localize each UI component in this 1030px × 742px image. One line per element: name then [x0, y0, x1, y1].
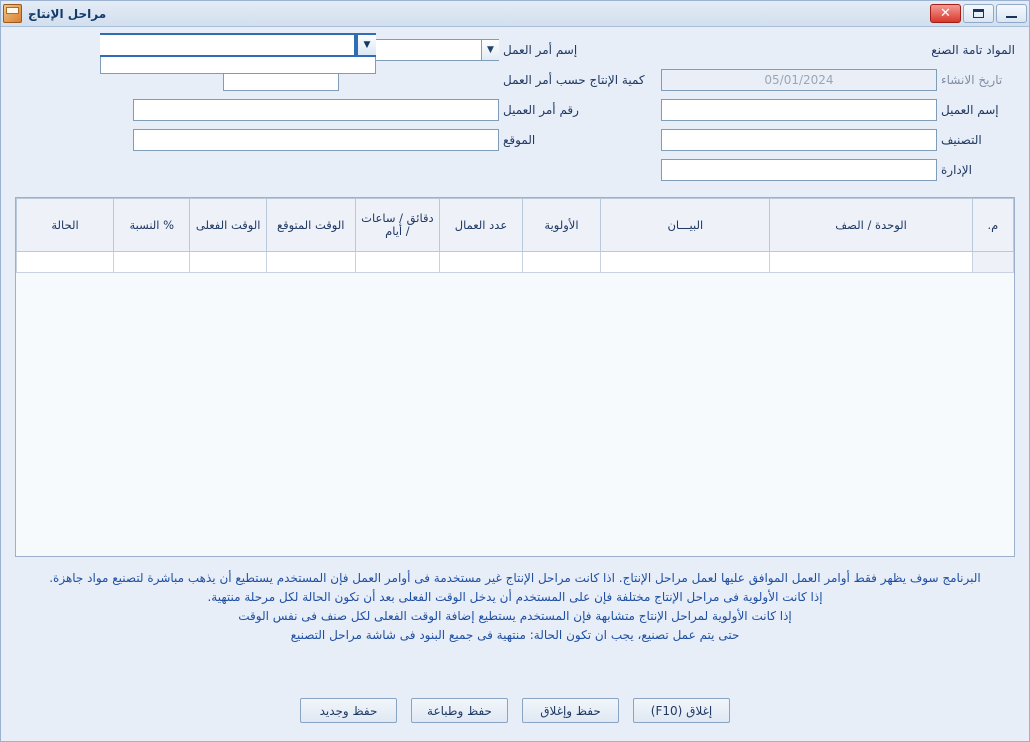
close-icon: ✕ [940, 6, 951, 21]
label-location: الموقع [503, 133, 536, 147]
label-classification: التصنيف [941, 133, 982, 147]
customer-order-no-input[interactable] [133, 99, 499, 121]
form-row-3 [15, 95, 1015, 125]
grid-header-row [17, 199, 1014, 252]
row-priority-cell[interactable] [522, 252, 600, 273]
row-actual-cell[interactable] [190, 252, 266, 273]
label-customer-order-no: رقم أمر العميل [503, 103, 579, 117]
row-workers-cell[interactable] [440, 252, 523, 273]
close-button[interactable] [930, 4, 961, 23]
help-notes [15, 569, 1015, 645]
classification-input[interactable] [661, 129, 937, 151]
label-customer-name: إسم العميل [941, 103, 999, 117]
note-line-2: إذا كانت الأولوية فى مراحل الإنتاج مختلفة فإن على المستخدم أن يدخل الوقت الفعلى بعد أن تكون الحالة لكل مرحلة منتهية. [207, 590, 823, 604]
chevron-down-icon[interactable]: ▼ [356, 33, 376, 57]
grid-col-workers[interactable]: عدد العمال [440, 199, 523, 252]
note-line-3: إذا كانت الأولوية لمراحل الإنتاج متشابهة فإن المستخدم يستطيع إضافة الوقت الفعلى لكل صنف فى نفس الوقت [238, 609, 792, 623]
save-and-print-button[interactable]: حفظ وطباعة [411, 698, 508, 723]
grid-col-percent[interactable]: % النسبة [114, 199, 190, 252]
save-and-new-button[interactable]: حفظ وجديد [300, 698, 397, 723]
title-bar-left [3, 4, 111, 23]
row-unit-cell[interactable] [770, 252, 972, 273]
grid-col-seq[interactable]: م. [972, 199, 1013, 252]
window-controls [927, 4, 1027, 23]
row-percent-cell[interactable] [114, 252, 190, 273]
save-and-close-button[interactable]: حفظ وإغلاق [522, 698, 619, 723]
form-row-5 [15, 155, 1015, 185]
minimize-icon [1006, 16, 1017, 18]
grid-col-duration[interactable]: دقائق / ساعات / أيام [355, 199, 440, 252]
row-status-cell[interactable] [17, 252, 114, 273]
row-seq-cell[interactable] [972, 252, 1013, 273]
grid-col-expected-time[interactable]: الوقت المتوقع [266, 199, 355, 252]
row-duration-cell[interactable] [355, 252, 440, 273]
footer-buttons [1, 698, 1029, 723]
note-line-4: حتى يتم عمل تصنيع، يجب ان تكون الحالة: منتهية فى جميع البنود فى شاشة مراحل التصنيع [290, 628, 740, 642]
row-statement-cell[interactable] [601, 252, 770, 273]
grid-col-status[interactable]: الحالة [17, 199, 114, 252]
chevron-down-icon[interactable]: ▼ [481, 39, 499, 61]
factory-icon [3, 4, 22, 23]
grid-col-statement[interactable]: البيـــان [601, 199, 770, 252]
minimize-button[interactable] [996, 4, 1027, 23]
close-f10-button[interactable]: إغلاق (F10) [633, 698, 730, 723]
label-work-order-name: إسم أمر العمل [503, 43, 578, 57]
customer-name-input[interactable] [661, 99, 937, 121]
maximize-button[interactable] [963, 4, 994, 23]
department-input[interactable] [661, 159, 937, 181]
note-line-1: البرنامج سوف يظهر فقط أوامر العمل الموافق عليها لعمل مراحل الإنتاج. اذا كانت مراحل الإنتاج غير مستخدمة فى أوامر العمل فإن المستخدم يستطيع أن يذهب مباشرة لتصنيع مواد جاهزة. [49, 571, 981, 585]
finished-goods-dropdown-list[interactable] [100, 57, 376, 74]
grid-col-unit[interactable]: الوحدة / الصف [770, 199, 972, 252]
maximize-icon [973, 9, 984, 18]
label-finished-goods: المواد تامة الصنع [931, 43, 1015, 57]
location-input[interactable] [133, 129, 499, 151]
finished-goods-combo[interactable] [100, 33, 376, 57]
finished-goods-input[interactable] [100, 33, 356, 57]
creation-date-field [661, 69, 937, 91]
table-row[interactable] [17, 252, 1014, 273]
grid-col-priority[interactable]: الأولوية [522, 199, 600, 252]
label-production-qty: كمية الإنتاج حسب أمر العمل [503, 73, 645, 87]
label-creation-date: تاريخ الانشاء [941, 73, 1003, 87]
production-stages-grid[interactable] [15, 197, 1015, 557]
form-row-4 [15, 125, 1015, 155]
creation-date-value: 05/01/2024 [661, 69, 937, 91]
label-department: الإدارة [941, 163, 972, 177]
window-title: مراحل الإنتاج [28, 6, 107, 21]
grid-table [16, 198, 1014, 273]
row-expected-cell[interactable] [266, 252, 355, 273]
title-bar [1, 1, 1029, 27]
grid-col-actual-time[interactable]: الوقت الفعلى [190, 199, 266, 252]
